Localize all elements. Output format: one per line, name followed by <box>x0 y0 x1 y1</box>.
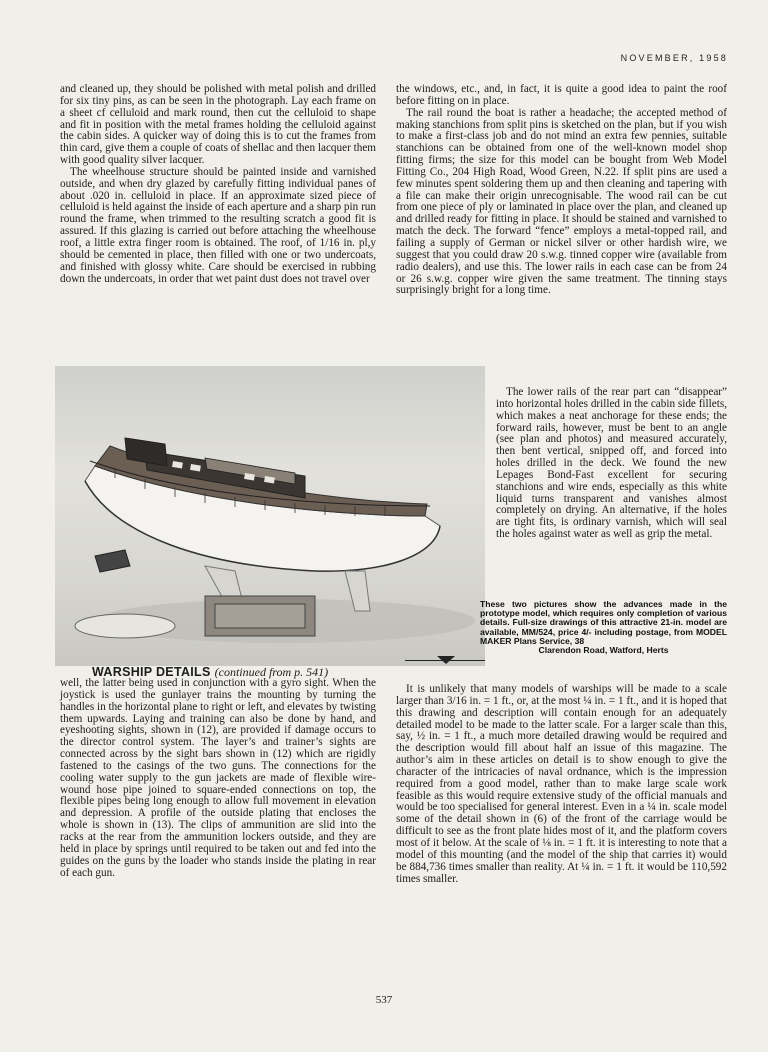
photo-caption <box>480 600 727 655</box>
divider-arrow-icon <box>437 656 455 664</box>
paragraph: It is unlikely that many models of warships will be made to a scale larger than 3/16 in. = 1 ft., or, at the most ¼ in. = 1 ft., and it is hoped that this drawing and description will contain enough for an adequately detailed model to be made to the latter scale. For a larger scale than this, say, ½ in. = 1 ft., a much more detailed drawing would be required and the description would fill about half an issue of this magazine. The author’s aim in these articles on detail is to show enough to give the character of the intricacies of naval ordnance, which is the impression required from a good model, rather than to make large scale work feasible as this would require extensive study of the official manuals and would be too specialised for general interest. Even in a ¼ in. scale model some of the detail shown in (6) of the front of the carriage would be difficult to see as the front plate hides most of it, and the platform covers most of it below. At the scale of ⅛ in. = 1 ft. it is interesting to note that a model of this mounting (and the model of the ship that carries it) would be 884,736 times smaller than reality. At ¼ in. = 1 ft. it would be 110,592 times smaller. <box>396 683 727 885</box>
top-left-column <box>60 84 376 285</box>
paragraph: well, the latter being used in conjunction with a gyro sight. When the joystick is used the gunlayer trains the mounting by turning the handles in the horizontal plane to right or left, and elevates by twisting them upwards. Laying and training can also be done by hand, and eyeshooting sights, shown in (12), are provided if damage occurs to the director control system. The layer’s and trainer’s sights are connected across by the sight bars shown in (12) which are rigidly fastened to the casings of the two guns. The connections for the cooling water supply to the gun jackets are made of flexible wire-wound hose pipe joined to square-ended connections on top, the flexible pipes being long enough to allow full movement in elevation and depression. A profile of the outside plating that encloses the whole is shown in (13). The clips of ammunition are slid into the racks at the rear from the ammunition lockers outside, and they are held in place by springs until required to be taken out and fed into the guides on the guns by the loader who stands inside the plating in rear of each gun. <box>60 677 376 879</box>
bottom-right-column <box>396 684 727 885</box>
paragraph: and cleaned up, they should be polished with metal polish and drilled for six tiny pins, as can be seen in the photograph. Lay each frame on a sheet cf celluloid and mark round, then cut the celluloid to shape and fit in position with the metal frames holding the celluloid against the cabin sides. A quicker way of doing this is to cut the frames from thin card, give them a couple of coats of shellac and then lacquer them with good quality silver lacquer. <box>60 83 376 167</box>
caption-text: These two pictures show the advances made in the prototype model, which requires only completion of various details. Full-size drawings of this attractive 21-in. model are available, MM/524, price 4/- including postage, from MODEL MAKER Plans Service, 38 <box>480 599 727 646</box>
page-number: 537 <box>375 994 393 1006</box>
paragraph: The lower rails of the rear part can “disappear” into horizontal holes drilled in the cabin side fillets, which makes a neat anchorage for these ends; the forward rails, however, must be bent to an angle (see plan and photos) and measured accurately, then bent vertical, snipped off, and forced into holes drilled in the deck. We found the new Lepages Bond-Fast excellent for securing stanchions and wire ends, especially as this white liquid turns transparent and vanishes almost completely on drying. An alternative, if the holes are tight fits, is ordinary varnish, which will seal the holes against water as well as grip the metal. <box>496 386 727 541</box>
issue-date-header: NOVEMBER, 1958 <box>620 53 728 63</box>
caption-address: Clarendon Road, Watford, Herts <box>538 645 669 656</box>
continued-note: (continued from p. 541) <box>214 665 329 679</box>
section-title: WARSHIP DETAILS <box>92 665 211 679</box>
paragraph: The rail round the boat is rather a headache; the accepted method of making stanchions from split pins is sketched on the plan, but if you wish to make a first-class job and do not mind an extra few pennies, suitable stanchions can be obtained from one of the well-known model shop fitting firms; the size for this model can be bought from Web Model Fitting Co., 204 High Road, Wood Green, N.22. If split pins are used a few minutes spent soldering them up and then cleaning and tapering with a file can make their origin unrecognisable. The wood rail can be cut from one piece of ply or laminated in place over the plan, and cleaned up and drilled ready for fitting in place. It should be stained and varnished to match the deck. The forward “fence” employs a metal-topped rail, and failing a supply of German or nickel silver or other hardish wire, we suggest that you could draw 20 s.w.g. tinned copper wire (available from radio dealers), and use this. The lower rails in each case can be from 24 or 26 s.w.g. copper wire given the same treatment. The tinning stays surprisingly bright for a long time. <box>396 106 727 297</box>
boat-model-photo <box>55 366 485 666</box>
top-right-inset-column <box>496 387 727 541</box>
bottom-left-column <box>60 678 376 879</box>
top-right-column <box>396 84 727 297</box>
paragraph: The wheelhouse structure should be painted inside and varnished outside, and when dry glazed by carefully fitting individual panes of about .020 in. celluloid in place. If an approximate sized piece of celluloid is held against the inside of each aperture and a sharp pin run round the frame, when trimmed to the resulting scratch a good fit is assured. If this glazing is carried out before attaching the wheelhouse roof, a little extra finger room is obtained. The roof, of 1/16 in. pl,y should be cemented in place, then filled with one or two undercoats, and finished with glossy white. Care should be exercised in rubbing down the undercoats, in order that wet paint dust does not travel over <box>60 165 376 285</box>
boat-model-illustration <box>55 366 485 666</box>
paragraph: the windows, etc., and, in fact, it is quite a good idea to paint the roof before fitting on in place. <box>396 83 727 107</box>
